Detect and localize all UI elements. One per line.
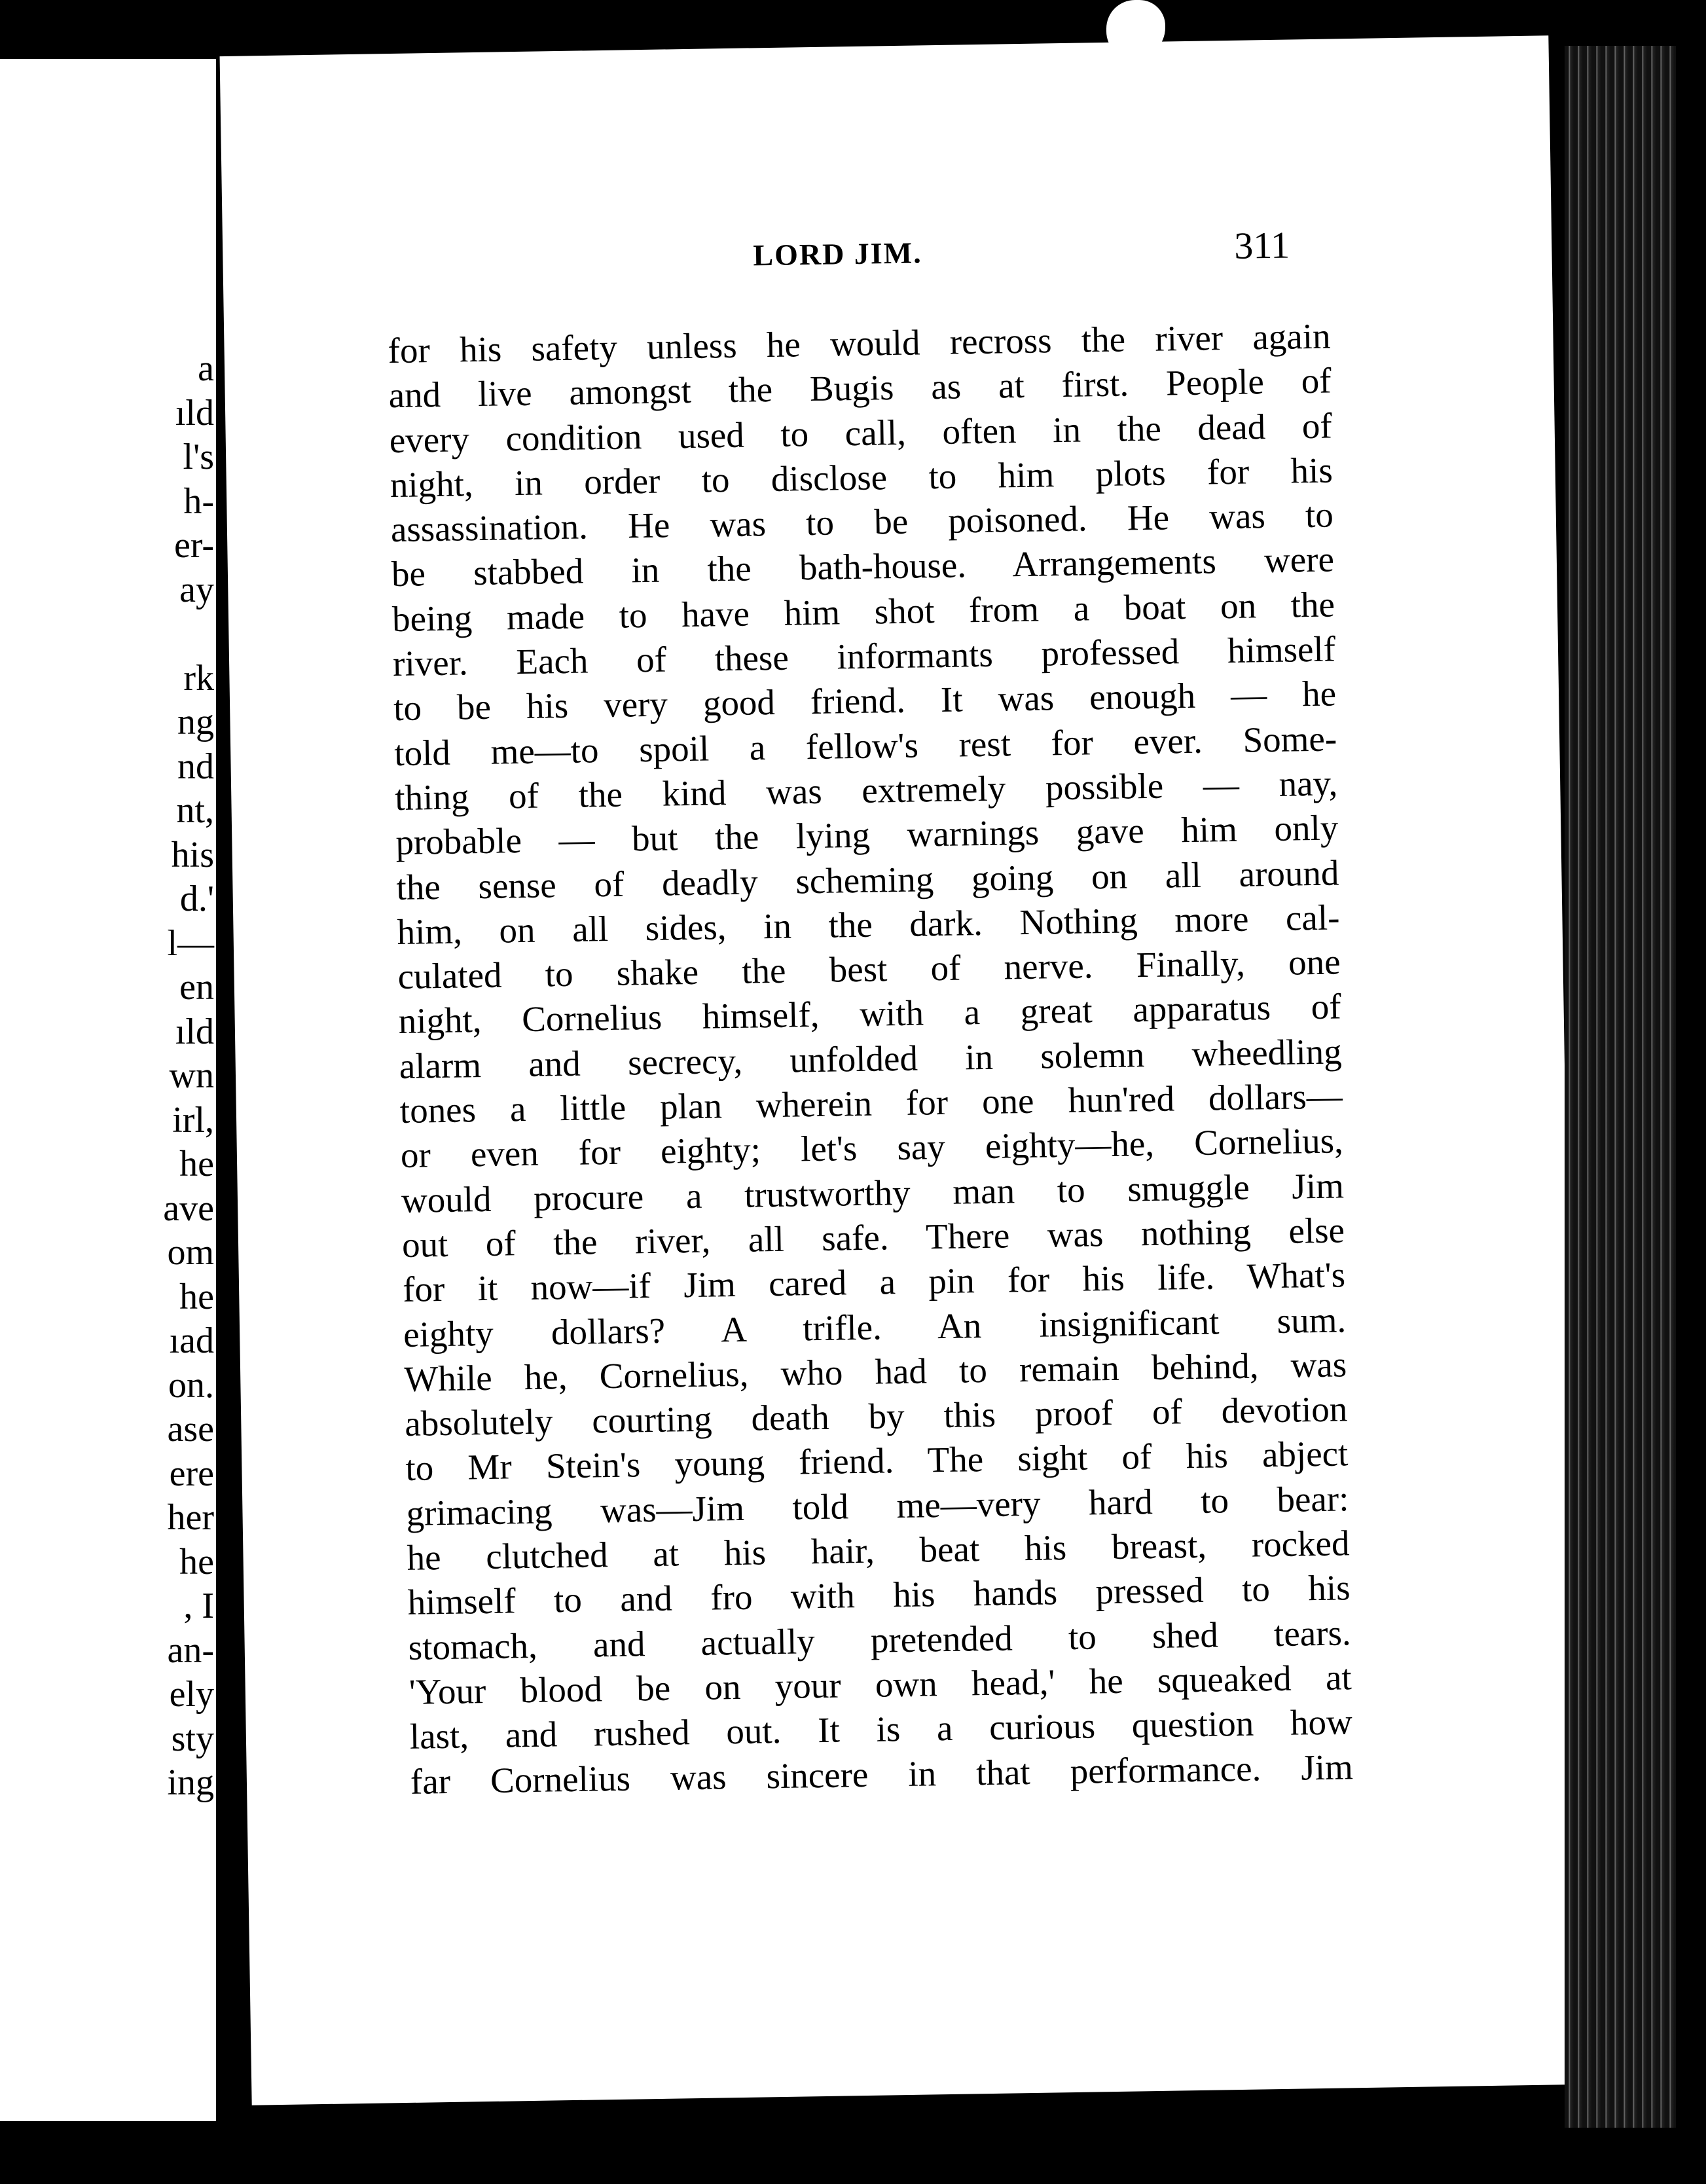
facing-page-line-fragment: ing: [167, 1762, 214, 1803]
text-line: While he, Cornelius, who had to remain behind, was: [403, 1344, 1347, 1399]
text-line: 'Your blood be on your own head,' he squeaked at: [408, 1657, 1352, 1712]
text-line: thing of the kind was extremely possible — nay,: [394, 763, 1338, 818]
facing-page-line-fragment: d.': [179, 879, 214, 919]
text-line: stomach, and actually pretended to shed tears.: [408, 1612, 1352, 1667]
facing-page-line-fragment: ere: [169, 1453, 214, 1494]
text-line: every condition used to call, often in the dead of: [389, 405, 1333, 460]
facing-page-line-fragment: he: [179, 1541, 214, 1582]
text-line: far Cornelius was sincere in that performance. Jim: [410, 1746, 1354, 1802]
text-line: alarm and secrecy, unfolded in solemn wheedling: [399, 1031, 1343, 1086]
facing-page-line-fragment: ay: [179, 569, 214, 610]
facing-page-line-fragment: rk: [183, 657, 214, 699]
facing-page-line-fragment: an-: [167, 1629, 214, 1671]
facing-page-line-fragment: h-: [183, 481, 214, 522]
facing-page-line-fragment: his: [171, 834, 214, 875]
book-page: [220, 35, 1581, 2105]
text-line: last, and rushed out. It is a curious question how: [409, 1702, 1353, 1757]
facing-page-line-fragment: ave: [163, 1188, 214, 1229]
facing-page-line-fragment: en: [179, 967, 214, 1008]
text-line: be stabbed in the bath-house. Arrangements were: [391, 539, 1335, 594]
text-line: to be his very good friend. It was enough — he: [393, 673, 1337, 729]
facing-page-line-fragment: l's: [183, 437, 214, 477]
text-line: himself to and fro with his hands pressed to his: [407, 1567, 1351, 1623]
facing-page-line-fragment: ıld: [175, 392, 214, 433]
text-line: would procure a trustworthy man to smuggle Jim: [401, 1165, 1345, 1220]
facing-page-line-fragment: her: [167, 1497, 214, 1538]
facing-page-line-fragment: he: [179, 1144, 214, 1184]
text-line: night, Cornelius himself, with a great apparatus of: [398, 986, 1342, 1042]
facing-page-line-fragment: a: [198, 348, 214, 389]
facing-page-line-fragment: l—: [167, 922, 214, 964]
page-edges: [1565, 46, 1676, 2128]
facing-page-line-fragment: om: [167, 1232, 214, 1273]
running-title: LORD JIM.: [753, 236, 923, 272]
page-header: [223, 219, 1552, 292]
facing-page-line-fragment: nd: [177, 746, 214, 787]
text-line: river. Each of these informants professed himself: [392, 628, 1336, 684]
text-line: or even for eighty; let's say eighty—he, Cornelius,: [400, 1120, 1344, 1176]
text-line: tones a little plan wherein for one hun'red dollars—: [399, 1076, 1343, 1131]
facing-page-line-fragment: ase: [167, 1409, 214, 1449]
text-line: and live amongst the Bugis as at first. People of: [388, 360, 1332, 416]
text-line: probable — but the lying warnings gave him only: [395, 807, 1339, 863]
facing-page-line-fragment: er-: [173, 525, 214, 566]
facing-page-line-fragment: ıad: [169, 1320, 214, 1361]
text-line: he clutched at his hair, beat his breast, rocked: [407, 1523, 1350, 1578]
facing-page-line-fragment: sty: [171, 1718, 214, 1759]
text-line: the sense of deadly scheming going on all around: [396, 852, 1339, 907]
body-text: [388, 314, 1353, 1804]
facing-page-line-fragment: nt,: [176, 790, 214, 831]
text-line: eighty dollars? A trifle. An insignificant sum.: [403, 1299, 1347, 1355]
text-line: absolutely courting death by this proof of devotion: [404, 1389, 1348, 1444]
facing-page-text-fragments: [163, 347, 214, 1806]
text-line: for it now—if Jim cared a pin for his life. What's: [402, 1254, 1346, 1310]
page-number: 311: [1233, 223, 1290, 267]
facing-page-line-fragment: he: [179, 1276, 214, 1317]
facing-page-line-fragment: [163, 612, 214, 657]
text-line: for his safety unless he would recross the river again: [388, 316, 1331, 371]
facing-page-line-fragment: ng: [177, 702, 214, 742]
facing-page-line-fragment: ıld: [175, 1011, 214, 1052]
facing-page-left: [0, 59, 234, 2121]
text-line: night, in order to disclose to him plots for his: [390, 450, 1334, 505]
text-line: out of the river, all safe. There was nothing else: [401, 1210, 1345, 1265]
text-line: grimacing was—Jim told me—very hard to bear:: [406, 1478, 1349, 1533]
text-line: told me—to spoil a fellow's rest for ever. Some-: [393, 718, 1337, 773]
facing-page-line-fragment: wn: [169, 1055, 214, 1096]
text-line: him, on all sides, in the dark. Nothing more cal-: [397, 897, 1340, 952]
text-line: to Mr Stein's young friend. The sight of his abject: [405, 1433, 1349, 1489]
facing-page-line-fragment: ely: [169, 1674, 214, 1715]
facing-page-line-fragment: on.: [168, 1364, 214, 1406]
text-line: culated to shake the best of nerve. Finally, one: [397, 941, 1341, 997]
facing-page-line-fragment: irl,: [172, 1099, 214, 1140]
facing-page-line-fragment: , I: [183, 1586, 214, 1626]
text-line: assassination. He was to be poisoned. He was to: [390, 494, 1334, 550]
text-line: being made to have him shot from a boat on the: [391, 584, 1335, 639]
